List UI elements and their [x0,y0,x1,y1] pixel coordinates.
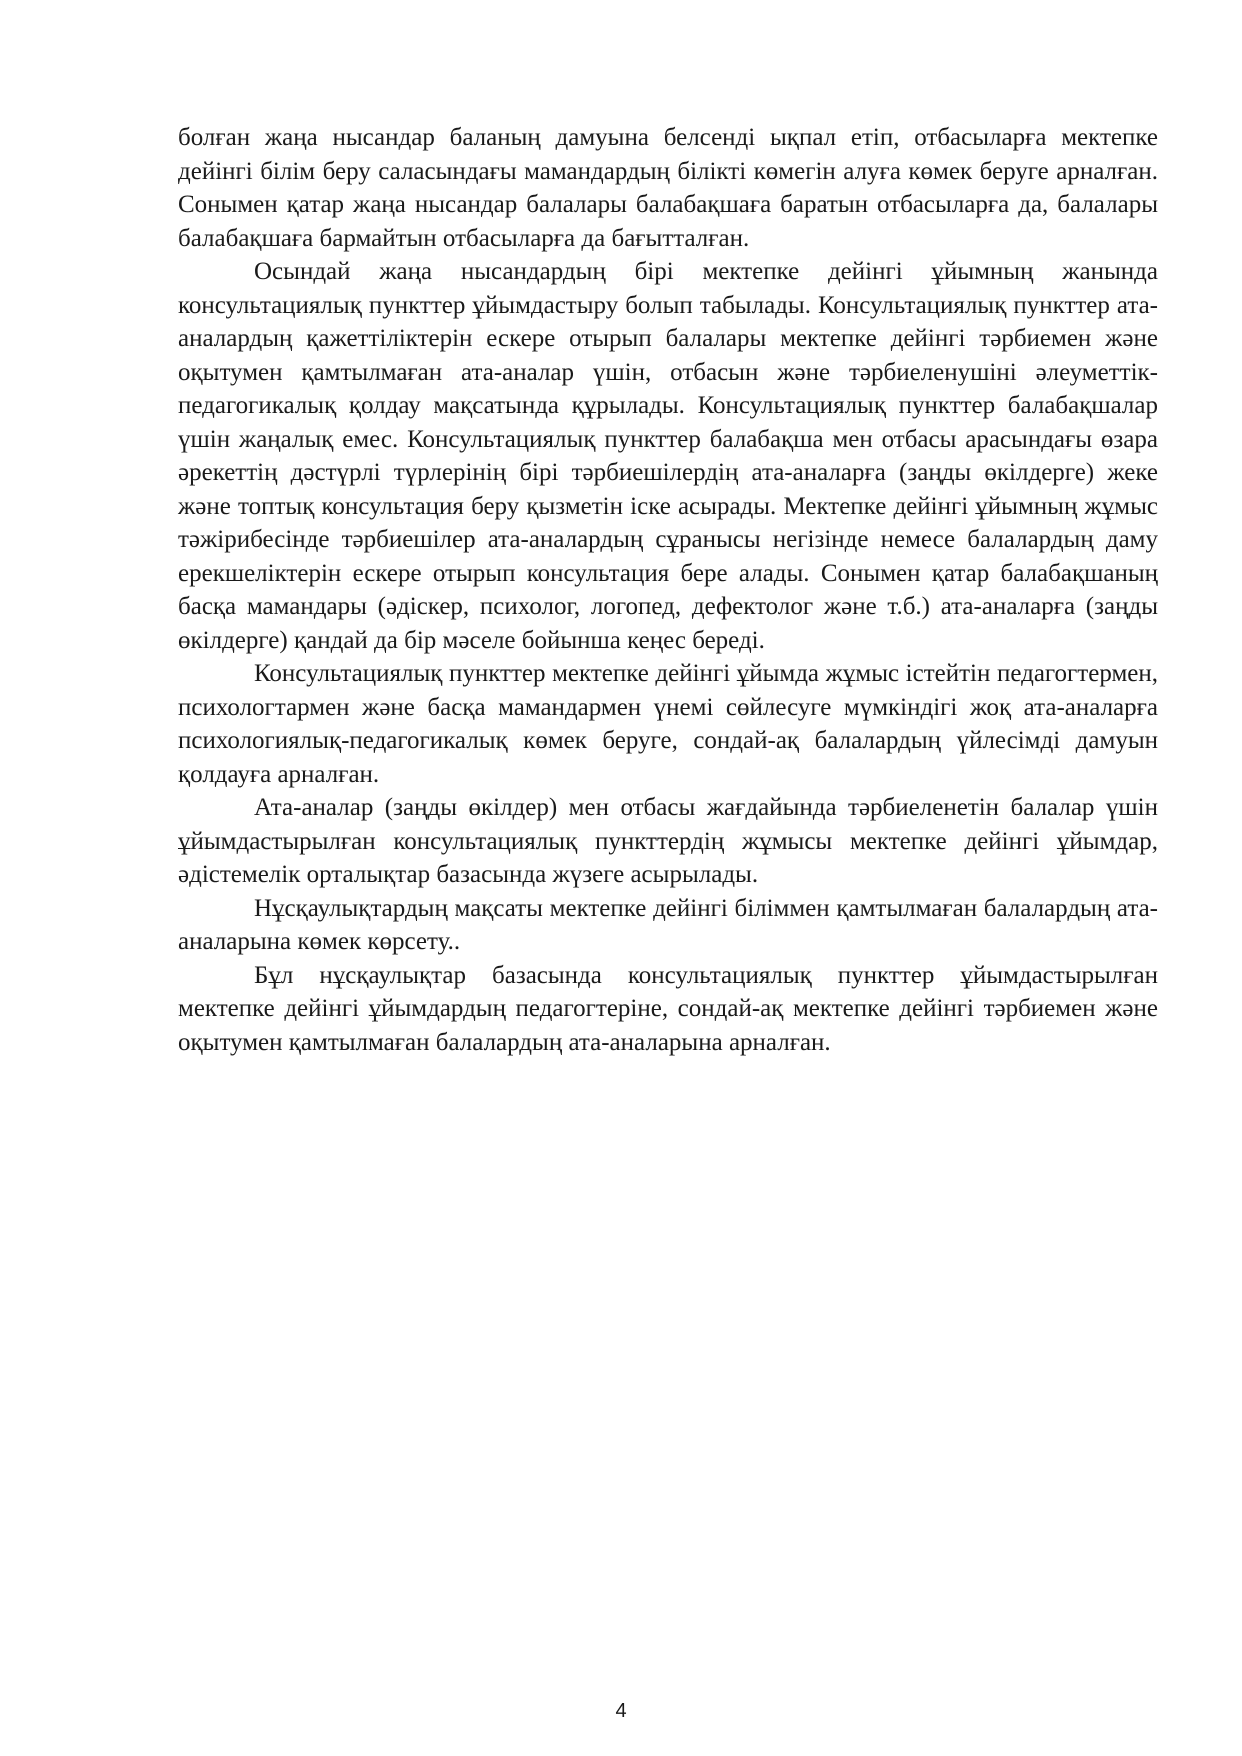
paragraph-continuation: болған жаңа нысандар баланың дамуына белсенді ықпал етіп, отбасыларға мектепке дейінгі білім беру саласындағы мамандардың білікті көмегін алуға көмек беруге арналған. Сонымен қатар жаңа нысандар балалары балабақшаға баратын отбасыларға да, балалары балабақшаға бармайтын отбасыларға да бағытталған. [178,124,1158,252]
paragraph-organization-base: Ата-аналар (заңды өкілдер) мен отбасы жағдайында тәрбиеленетін балалар үшін ұйымдастырылған консультациялық пункттердің жұмысы мектепке дейінгі ұйымдар, әдістемелік орталықтар базасында жүзеге асырылады. [178,794,1158,888]
paragraph-psychological-support: Консультациялық пункттер мектепке дейінгі ұйымда жұмыс істейтін педагогтермен, психологтармен және басқа мамандармен үнемі сөйлесуге мүмкіндігі жоқ ата-аналарға психологиялық-педагогикалық көмек беруге, сондай-ақ балалардың үйлесімді дамуын қолдауға арналған. [178,660,1158,788]
body-text [178,121,1158,1059]
paragraph-purpose: Нұсқаулықтардың мақсаты мектепке дейінгі біліммен қамтылмаған балалардың ата-аналарына көмек көрсету.. [178,894,1158,955]
paragraph-audience: Бұл нұсқаулықтар базасында консультациялық пункттер ұйымдастырылған мектепке дейінгі ұйымдардың педагогтеріне, сондай-ақ мектепке дейінгі тәрбиемен және оқытумен қамтылмаған балалардың ата-аналарына арналған. [178,961,1158,1056]
paragraph-consultation-points: Осындай жаңа нысандардың бірі мектепке дейінгі ұйымның жанында консультациялық пункттер ұйымдастыру болып табылады. Консультациялық пункттер ата-аналардың қажеттіліктерін ескере отырып балалары мектепке дейінгі тәрбиемен және оқытумен қамтылмаған ата-аналар үшін, отбасын және тәрбиеленушіні әлеуметтік-педагогикалық қолдау мақсатында құрылады. Консультациялық пункттер балабақшалар үшін жаңалық емес. Консультациялық пункттер балабақша мен отбасы арасындағы өзара әрекеттің дәстүрлі түрлерінің бірі тәрбиешілердің ата-аналарға (заңды өкілдерге) жеке және топтық консультация беру қызметін іске асырады. Мектепке дейінгі ұйымның жұмыс тәжірибесінде тәрбиешілер ата-аналардың сұранысы негізінде немесе балалардың даму ерекшеліктерін ескере отырып консультация бере алады. Сонымен қатар балабақшаның басқа мамандары (әдіскер, психолог, логопед, дефектолог және т.б.) ата-аналарға (заңды өкілдерге) қандай да бір мәселе бойынша кеңес береді. [178,258,1158,654]
page-number: 4 [615,1700,627,1722]
